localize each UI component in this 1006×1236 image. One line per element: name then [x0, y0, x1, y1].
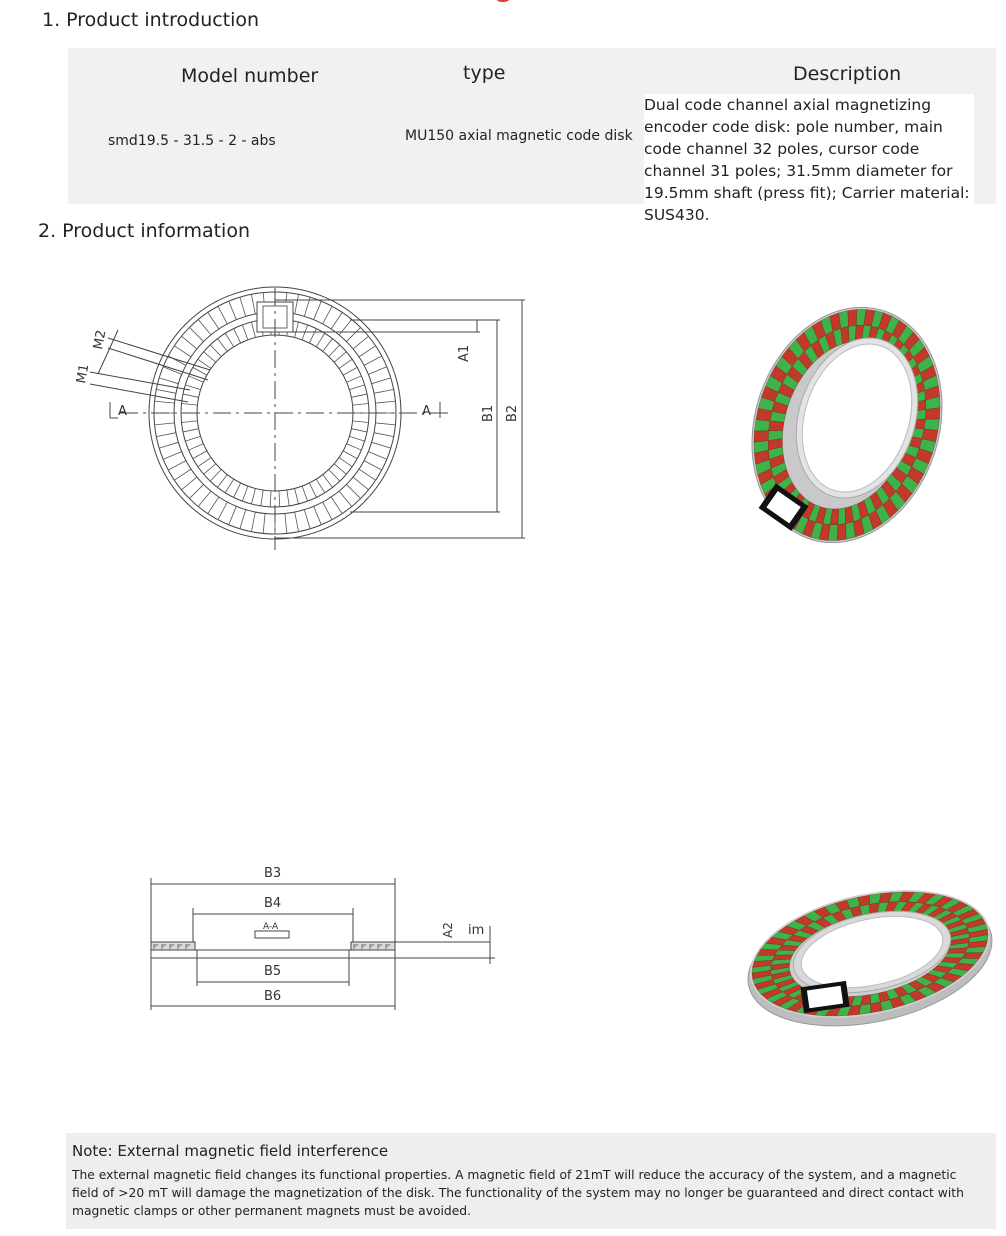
label-m2: M2 — [91, 328, 110, 351]
disk-render-tilted — [742, 880, 998, 1040]
label-b4: B4 — [264, 896, 282, 911]
label-b2: B2 — [505, 404, 520, 422]
label-section-a-left: A — [118, 404, 127, 419]
top-view-drawing — [60, 280, 550, 570]
red-header-mark — [494, 0, 512, 2]
note-box — [66, 1133, 996, 1229]
disk-render-upright — [745, 300, 950, 555]
section-title-introduction: 1. Product introduction — [42, 9, 260, 31]
label-b6: B6 — [264, 989, 282, 1004]
label-a1: A1 — [457, 344, 472, 362]
header-model-number: Model number — [181, 65, 319, 87]
label-a2: A2 — [441, 922, 455, 938]
cell-type: MU150 axial magnetic code disk — [405, 128, 633, 144]
header-description: Description — [793, 63, 902, 85]
label-b3: B3 — [264, 866, 282, 881]
section-title-information: 2. Product information — [38, 220, 251, 242]
note-text: The external magnetic field changes its functional properties. A magnetic field of 21mT will reduce the accuracy of the system, and a magnetic field of >20 mT will damage the magnetization of the disk. The functionality of the system may no longer be guaranteed and direct contact with magnetic clamps or other permanent magnets must be avoided. — [72, 1168, 964, 1218]
label-b1: B1 — [481, 404, 496, 422]
label-m1: M1 — [74, 362, 93, 385]
section-view-drawing — [145, 860, 505, 1020]
cell-description: Dual code channel axial magnetizing encoder code disk: pole number, main code channel 32 poles, cursor code channel 31 poles; 31.5mm diameter for 19.5mm shaft (press fit); Carrier material: SUS430. — [644, 94, 974, 206]
label-b5: B5 — [264, 964, 282, 979]
label-im: im — [468, 923, 485, 938]
cell-model-number: smd19.5 - 31.5 - 2 - abs — [108, 133, 276, 149]
label-section-aa: A-A — [263, 922, 279, 932]
label-section-a-right: A — [422, 404, 431, 419]
header-type: type — [463, 62, 506, 84]
note-title: Note: External magnetic field interference — [72, 1142, 389, 1160]
